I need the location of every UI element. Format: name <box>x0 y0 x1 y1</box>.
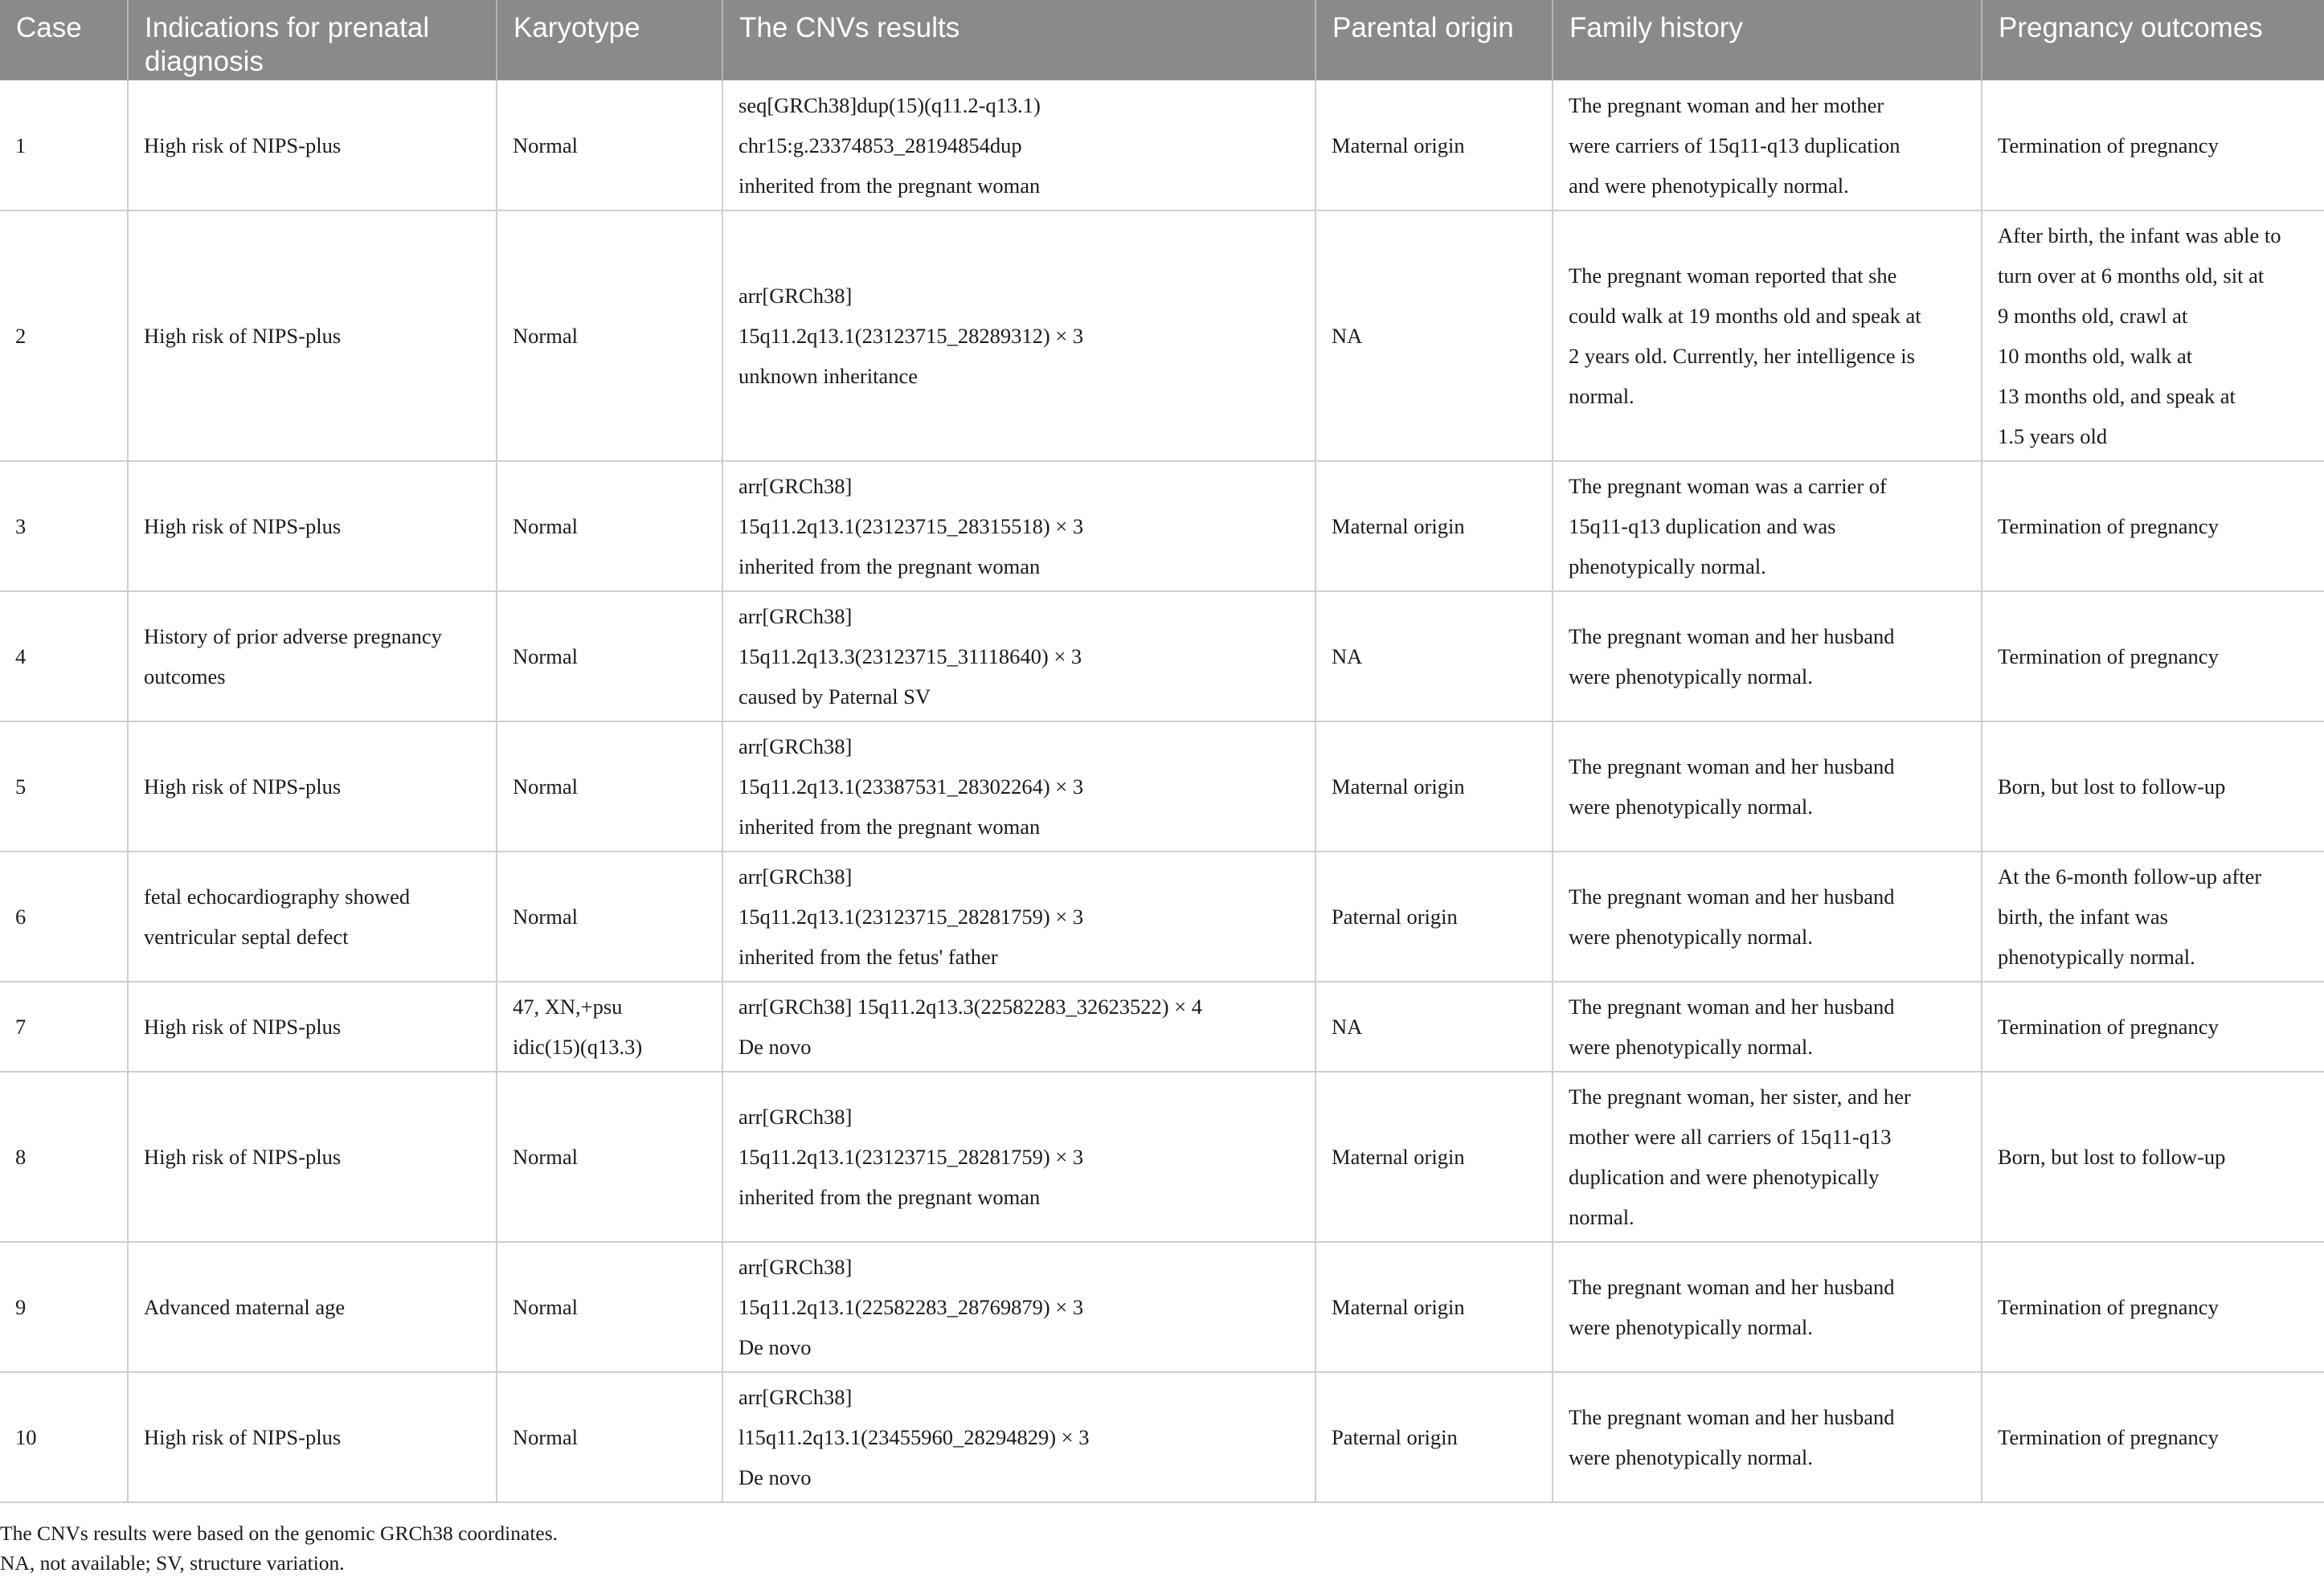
cell-line: Paternal origin <box>1332 905 1458 929</box>
table-row <box>0 591 2324 721</box>
cell-line: were phenotypically normal. <box>1569 795 1813 819</box>
cell-family-history <box>1553 721 1982 852</box>
header-karyotype: Karyotype <box>497 0 722 80</box>
cell-parental-origin <box>1315 461 1553 591</box>
cell-line: Termination of pregnancy <box>1998 644 2219 668</box>
cell-line: NA <box>1332 644 1363 668</box>
cell-line: After birth, the infant was able to <box>1998 223 2281 247</box>
cell-line: High risk of NIPS-plus <box>144 324 342 348</box>
table-header-row <box>0 0 2324 80</box>
cell-line: duplication and were phenotypically <box>1569 1165 1880 1189</box>
cell-line: were phenotypically normal. <box>1569 664 1813 688</box>
cell-karyotype <box>497 852 722 982</box>
cell-line: could walk at 19 months old and speak at <box>1569 304 1921 328</box>
cell-line: ventricular septal defect <box>144 925 349 949</box>
cell-karyotype <box>497 80 722 210</box>
cell-line: 15q11.2q13.1(22582283_28769879) × 3 <box>739 1295 1084 1319</box>
cell-family-history <box>1553 1072 1982 1242</box>
cell-line: Normal <box>513 774 578 799</box>
cell-line: NA <box>1332 1015 1363 1039</box>
cell-karyotype <box>497 1372 722 1502</box>
cell-line: High risk of NIPS-plus <box>144 514 342 538</box>
cell-cnv-result <box>722 1372 1315 1502</box>
cell-line: The pregnant woman was a carrier of <box>1569 474 1887 498</box>
cell-line: arr[GRCh38] <box>739 604 853 628</box>
cell-line: Normal <box>513 905 578 929</box>
cell-family-history <box>1553 80 1982 210</box>
table-row <box>0 1072 2324 1242</box>
cell-line: Advanced maternal age <box>144 1295 346 1319</box>
cell-line: l15q11.2q13.1(23455960_28294829) × 3 <box>739 1425 1090 1449</box>
cell-karyotype <box>497 721 722 852</box>
cell-parental-origin <box>1315 1372 1553 1502</box>
cell-line: Born, but lost to follow-up <box>1998 774 2226 799</box>
cell-cnv-result <box>722 1242 1315 1372</box>
cell-line: De novo <box>739 1035 812 1059</box>
cell-line: The pregnant woman and her husband <box>1569 1275 1895 1299</box>
cell-line: 10 months old, walk at <box>1998 344 2193 368</box>
cell-line: inherited from the pregnant woman <box>739 554 1041 578</box>
cell-family-history <box>1553 982 1982 1072</box>
cell-case: 9 <box>0 1242 128 1372</box>
cell-family-history <box>1553 591 1982 721</box>
cell-line: The pregnant woman and her husband <box>1569 754 1895 778</box>
cell-line: 47, XN,+psu <box>513 995 623 1019</box>
cell-line: idic(15)(q13.3) <box>513 1035 643 1059</box>
cell-cnv-result <box>722 852 1315 982</box>
cell-line: were phenotypically normal. <box>1569 1035 1813 1059</box>
table-row <box>0 461 2324 591</box>
cell-line: Maternal origin <box>1332 1295 1465 1319</box>
cell-line: unknown inheritance <box>739 364 918 388</box>
cell-karyotype <box>497 461 722 591</box>
cell-line: arr[GRCh38] <box>739 734 853 758</box>
cell-karyotype <box>497 210 722 461</box>
cell-line: mother were all carriers of 15q11-q13 <box>1569 1125 1892 1149</box>
cell-parental-origin <box>1315 982 1553 1072</box>
cell-line: The pregnant woman reported that she <box>1569 264 1897 288</box>
cell-indication <box>128 80 497 210</box>
cell-line: High risk of NIPS-plus <box>144 133 342 157</box>
cell-line: The pregnant woman, her sister, and her <box>1569 1085 1911 1109</box>
cell-parental-origin <box>1315 591 1553 721</box>
cell-line: 15q11.2q13.1(23123715_28281759) × 3 <box>739 905 1084 929</box>
cell-case: 5 <box>0 721 128 852</box>
cell-pregnancy-outcome <box>1982 1372 2324 1502</box>
cell-line: phenotypically normal. <box>1569 554 1766 578</box>
cell-indication <box>128 591 497 721</box>
cell-karyotype <box>497 982 722 1072</box>
cell-line: High risk of NIPS-plus <box>144 774 342 799</box>
cell-line: inherited from the pregnant woman <box>739 815 1041 839</box>
cell-line: 15q11.2q13.1(23387531_28302264) × 3 <box>739 774 1084 799</box>
cell-line: High risk of NIPS-plus <box>144 1425 342 1449</box>
footnote-coordinates: The CNVs results were based on the genomic GRCh38 coordinates. <box>0 1522 558 1545</box>
cell-line: Normal <box>513 324 578 348</box>
cell-line: caused by Paternal SV <box>739 684 931 709</box>
cell-line: normal. <box>1569 1205 1635 1229</box>
cell-karyotype <box>497 591 722 721</box>
cell-cnv-result <box>722 721 1315 852</box>
cell-case: 4 <box>0 591 128 721</box>
cell-line: Born, but lost to follow-up <box>1998 1145 2226 1169</box>
cell-line: At the 6-month follow-up after <box>1998 864 2262 889</box>
cell-parental-origin <box>1315 210 1553 461</box>
cell-line: History of prior adverse pregnancy <box>144 624 442 648</box>
cell-line: De novo <box>739 1465 812 1489</box>
cell-line: Termination of pregnancy <box>1998 1295 2219 1319</box>
cell-line: Normal <box>513 1145 578 1169</box>
cell-indication <box>128 1072 497 1242</box>
cell-case: 1 <box>0 80 128 210</box>
cell-line: Normal <box>513 514 578 538</box>
cell-line: fetal echocardiography showed <box>144 884 411 909</box>
cell-line: De novo <box>739 1335 812 1359</box>
cell-line: Maternal origin <box>1332 514 1465 538</box>
cell-pregnancy-outcome <box>1982 80 2324 210</box>
cell-cnv-result <box>722 80 1315 210</box>
cell-line: Termination of pregnancy <box>1998 1425 2219 1449</box>
cell-line: were phenotypically normal. <box>1569 925 1813 949</box>
cell-line: Paternal origin <box>1332 1425 1458 1449</box>
cell-line: 15q11.2q13.1(23123715_28281759) × 3 <box>739 1145 1084 1169</box>
cell-line: 13 months old, and speak at <box>1998 384 2236 408</box>
header-indications: Indications for prenatal diagnosis <box>128 0 497 80</box>
cell-line: arr[GRCh38] <box>739 1385 853 1409</box>
cell-case: 8 <box>0 1072 128 1242</box>
cell-line: The pregnant woman and her mother <box>1569 92 1884 117</box>
cell-line: normal. <box>1569 384 1635 408</box>
table-row <box>0 210 2324 461</box>
cell-line: phenotypically normal. <box>1998 945 2195 969</box>
cell-cnv-result <box>722 591 1315 721</box>
cell-case: 10 <box>0 1372 128 1502</box>
cell-line: arr[GRCh38] 15q11.2q13.3(22582283_32623522) × 4 <box>739 995 1203 1019</box>
table-row <box>0 852 2324 982</box>
table-row <box>0 80 2324 210</box>
cell-line: Termination of pregnancy <box>1998 1015 2219 1039</box>
footnote-abbreviations: NA, not available; SV, structure variation. <box>0 1551 345 1575</box>
cell-line: 15q11.2q13.3(23123715_31118640) × 3 <box>739 644 1082 668</box>
cell-line: chr15:g.23374853_28194854dup <box>739 133 1022 157</box>
cell-line: Normal <box>513 1295 578 1319</box>
cell-line: 15q11.2q13.1(23123715_28289312) × 3 <box>739 324 1084 348</box>
table-body <box>0 80 2324 1502</box>
cell-line: turn over at 6 months old, sit at <box>1998 264 2265 288</box>
cell-indication <box>128 1242 497 1372</box>
cell-family-history <box>1553 1372 1982 1502</box>
cell-pregnancy-outcome <box>1982 461 2324 591</box>
table-row <box>0 721 2324 852</box>
table-row <box>0 1372 2324 1502</box>
cell-line: Termination of pregnancy <box>1998 133 2219 157</box>
cell-family-history <box>1553 852 1982 982</box>
cell-line: outcomes <box>144 664 226 688</box>
cell-line: were carriers of 15q11-q13 duplication <box>1569 133 1901 157</box>
cell-karyotype <box>497 1072 722 1242</box>
cell-line: were phenotypically normal. <box>1569 1315 1813 1339</box>
cell-indication <box>128 1372 497 1502</box>
cell-line: inherited from the pregnant woman <box>739 1185 1041 1209</box>
cell-pregnancy-outcome <box>1982 1072 2324 1242</box>
header-family-history: Family history <box>1553 0 1982 80</box>
cell-family-history <box>1553 1242 1982 1372</box>
cell-line: birth, the infant was <box>1998 905 2168 929</box>
cell-line: arr[GRCh38] <box>739 1255 853 1279</box>
table-row <box>0 982 2324 1072</box>
cell-indication <box>128 852 497 982</box>
cell-line: seq[GRCh38]dup(15)(q11.2-q13.1) <box>739 92 1041 117</box>
cell-indication <box>128 982 497 1072</box>
cell-line: were phenotypically normal. <box>1569 1445 1813 1469</box>
cell-indication <box>128 461 497 591</box>
cell-line: arr[GRCh38] <box>739 1105 853 1129</box>
cell-pregnancy-outcome <box>1982 982 2324 1072</box>
cell-line: High risk of NIPS-plus <box>144 1015 342 1039</box>
cell-line: 15q11.2q13.1(23123715_28315518) × 3 <box>739 514 1084 538</box>
cell-line: NA <box>1332 324 1363 348</box>
cell-family-history <box>1553 461 1982 591</box>
cell-pregnancy-outcome <box>1982 210 2324 461</box>
cell-line: Normal <box>513 1425 578 1449</box>
cell-pregnancy-outcome <box>1982 591 2324 721</box>
cell-cnv-result <box>722 1072 1315 1242</box>
cell-pregnancy-outcome <box>1982 1242 2324 1372</box>
cell-karyotype <box>497 1242 722 1372</box>
header-parental-origin: Parental origin <box>1315 0 1553 80</box>
cell-line: The pregnant woman and her husband <box>1569 995 1895 1019</box>
cell-line: 1.5 years old <box>1998 424 2108 448</box>
cell-line: arr[GRCh38] <box>739 864 853 889</box>
cell-line: High risk of NIPS-plus <box>144 1145 342 1169</box>
header-case: Case <box>0 0 128 80</box>
header-cnv-results: The CNVs results <box>722 0 1315 80</box>
cell-cnv-result <box>722 461 1315 591</box>
cell-line: The pregnant woman and her husband <box>1569 884 1895 909</box>
cell-line: The pregnant woman and her husband <box>1569 1405 1895 1429</box>
cell-line: arr[GRCh38] <box>739 284 853 308</box>
cell-cnv-result <box>722 982 1315 1072</box>
cell-family-history <box>1553 210 1982 461</box>
cell-line: 2 years old. Currently, her intelligence is <box>1569 344 1915 368</box>
table-footnotes <box>0 1518 558 1578</box>
cell-pregnancy-outcome <box>1982 852 2324 982</box>
table-row <box>0 1242 2324 1372</box>
cell-line: Maternal origin <box>1332 774 1465 799</box>
cell-parental-origin <box>1315 721 1553 852</box>
cell-line: inherited from the pregnant woman <box>739 173 1041 198</box>
cell-line: 15q11-q13 duplication and was <box>1569 514 1836 538</box>
cell-line: arr[GRCh38] <box>739 474 853 498</box>
cell-line: Termination of pregnancy <box>1998 514 2219 538</box>
cell-line: Normal <box>513 644 578 668</box>
cell-line: 9 months old, crawl at <box>1998 304 2188 328</box>
cell-case: 6 <box>0 852 128 982</box>
cell-line: and were phenotypically normal. <box>1569 173 1849 198</box>
cell-line: The pregnant woman and her husband <box>1569 624 1895 648</box>
cell-parental-origin <box>1315 80 1553 210</box>
cell-line: Maternal origin <box>1332 1145 1465 1169</box>
header-pregnancy-outcomes: Pregnancy outcomes <box>1982 0 2324 80</box>
cell-line: inherited from the fetus' father <box>739 945 998 969</box>
cell-parental-origin <box>1315 1242 1553 1372</box>
cell-parental-origin <box>1315 1072 1553 1242</box>
cell-pregnancy-outcome <box>1982 721 2324 852</box>
cell-line: Maternal origin <box>1332 133 1465 157</box>
cell-parental-origin <box>1315 852 1553 982</box>
cell-line: Normal <box>513 133 578 157</box>
cell-case: 3 <box>0 461 128 591</box>
cell-indication <box>128 210 497 461</box>
cell-case: 7 <box>0 982 128 1072</box>
cell-cnv-result <box>722 210 1315 461</box>
cell-case: 2 <box>0 210 128 461</box>
cell-indication <box>128 721 497 852</box>
